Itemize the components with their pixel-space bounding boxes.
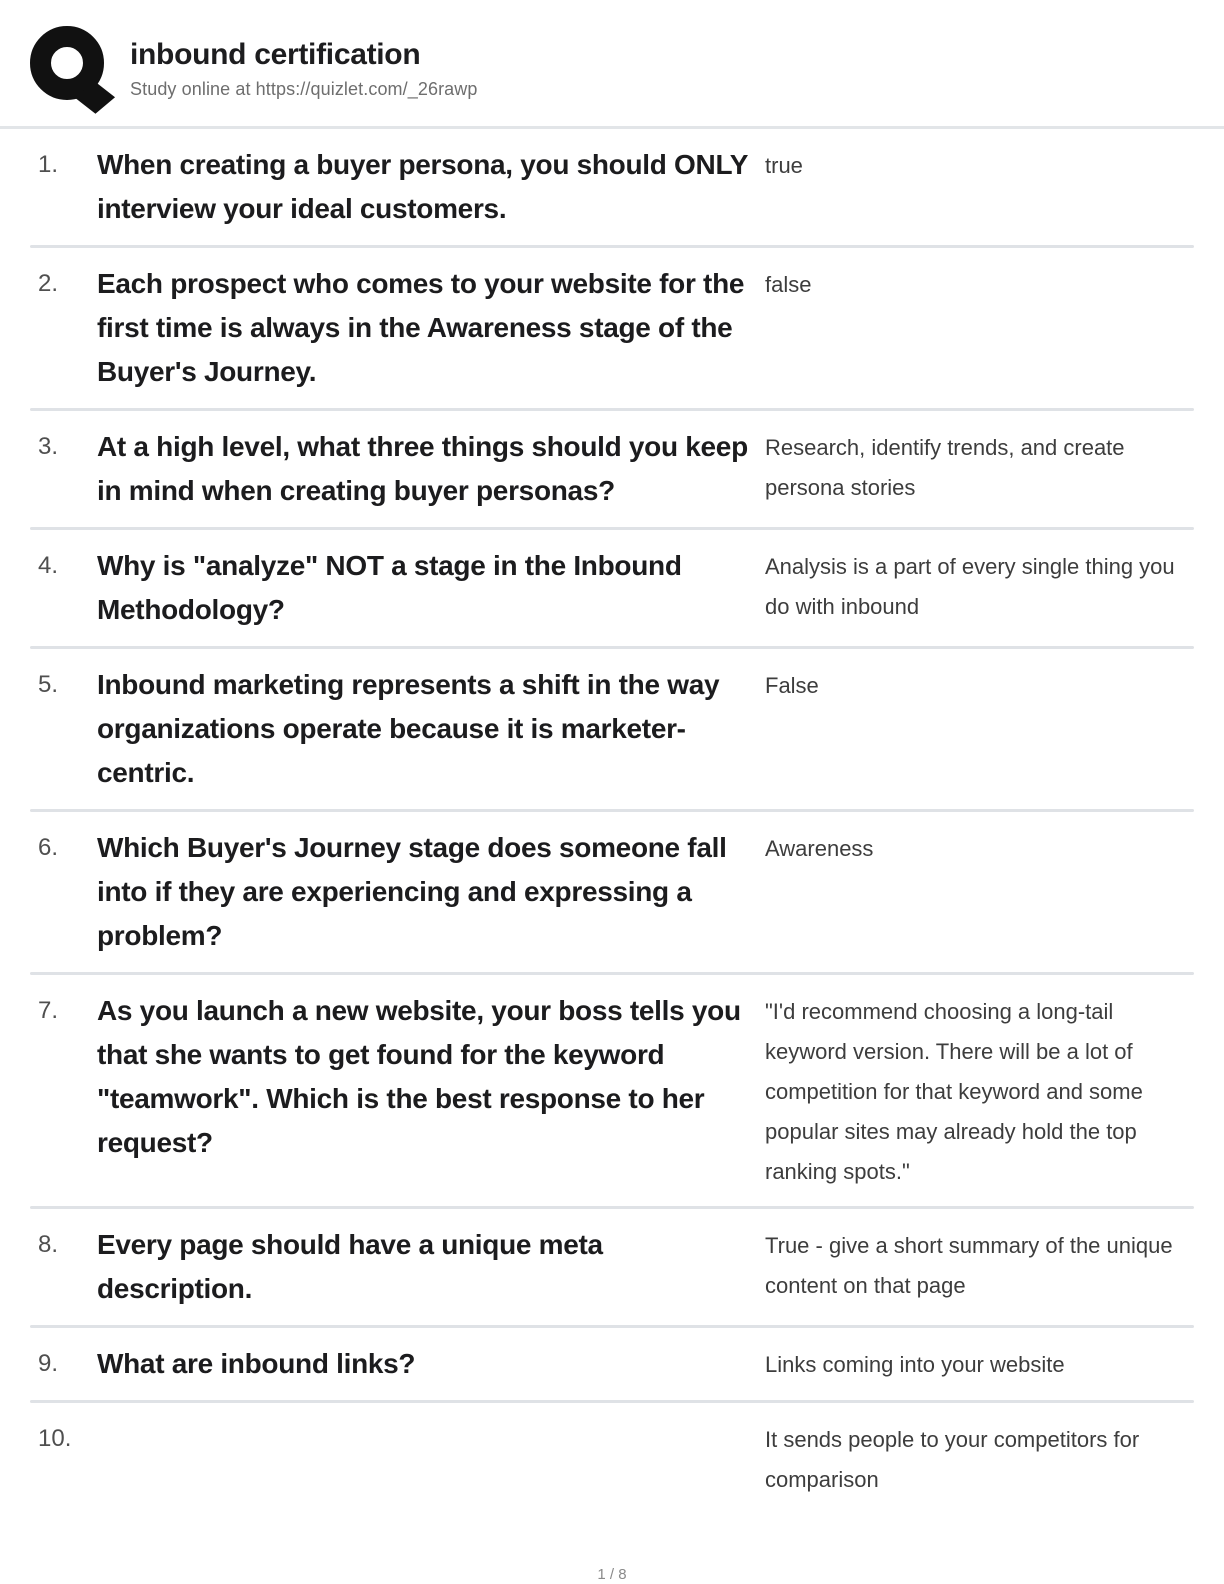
card-answer: true [765,153,803,178]
card-question: Why is "analyze" NOT a stage in the Inbound Methodology? [97,550,682,625]
flashcard-list [0,129,1224,1514]
card-answer: Research, identify trends, and create persona stories [765,435,1125,500]
flashcard-row [0,812,1224,972]
card-question: Inbound marketing represents a shift in the way organizations operate because it is marketer-centric. [97,669,720,788]
card-number: 8. [38,1231,59,1258]
flashcard-row [0,1403,1224,1514]
card-number: 2. [38,270,59,297]
document-title: inbound certification [130,37,421,71]
card-question: Which Buyer's Journey stage does someone fall into if they are experiencing and expressing a problem? [97,832,727,951]
flashcard-row [0,975,1224,1206]
quizlet-q-logo-icon [30,24,112,112]
card-number: 7. [38,997,59,1024]
header-text-block [130,36,478,101]
card-question: Every page should have a unique meta description. [97,1229,603,1304]
card-answer: False [765,673,819,698]
page-footer [0,1566,1224,1583]
card-answer: Links coming into your website [765,1352,1065,1377]
card-question: At a high level, what three things should you keep in mind when creating buyer personas? [97,431,748,506]
card-answer: Awareness [765,836,874,861]
card-number: 3. [38,433,59,460]
card-number: 1. [38,151,59,178]
card-answer: false [765,272,812,297]
card-question: What are inbound links? [97,1348,416,1379]
card-answer: It sends people to your competitors for comparison [765,1427,1140,1492]
card-number: 4. [38,552,59,579]
page-indicator: 1 / 8 [597,1566,627,1583]
card-number: 5. [38,671,59,698]
flashcard-row [0,1328,1224,1400]
card-number: 6. [38,834,59,861]
card-number: 10. [38,1425,72,1452]
card-answer: "I'd recommend choosing a long-tail keyword version. There will be a lot of competition for that keyword and some popular sites may already hold the top ranking spots." [765,999,1143,1184]
card-question: As you launch a new website, your boss tells you that she wants to get found for the keyword "teamwork". Which is the best response to her request? [97,995,741,1158]
flashcard-row [0,411,1224,527]
card-question: When creating a buyer persona, you should ONLY interview your ideal customers. [97,149,748,224]
flashcard-row [0,530,1224,646]
card-question: Each prospect who comes to your website for the first time is always in the Awareness stage of the Buyer's Journey. [97,268,745,387]
card-answer: Analysis is a part of every single thing you do with inbound [765,554,1175,619]
study-url-subtitle: Study online at https://quizlet.com/_26rawp [130,79,478,100]
document-header [0,0,1224,129]
flashcard-row [0,129,1224,245]
flashcard-row [0,248,1224,408]
flashcard-row [0,649,1224,809]
card-answer: True - give a short summary of the unique content on that page [765,1233,1173,1298]
card-number: 9. [38,1350,59,1377]
card-question [97,1417,765,1500]
flashcard-row [0,1209,1224,1325]
